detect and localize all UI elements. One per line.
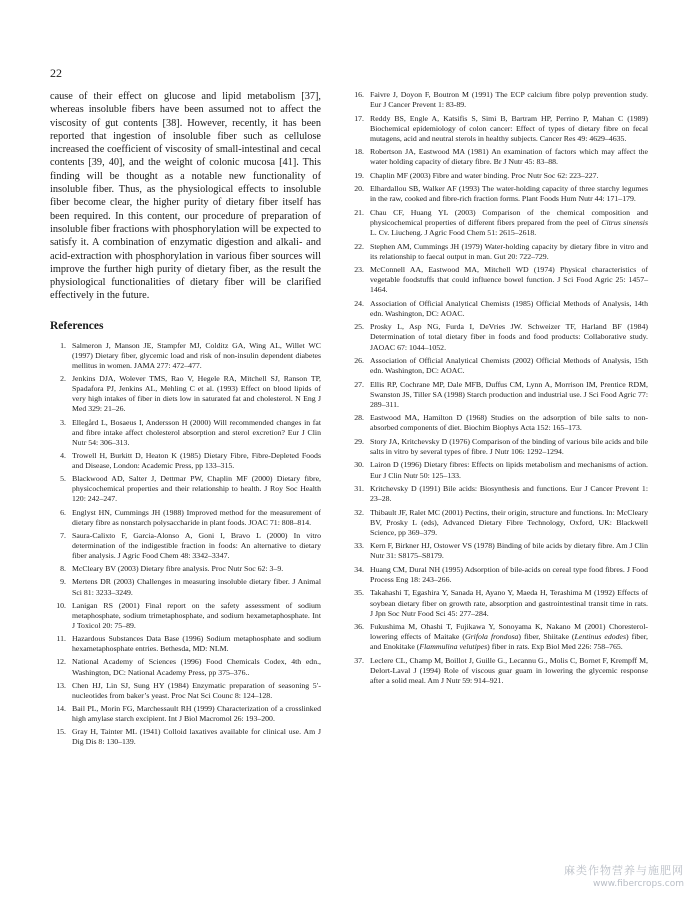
reference-number: 28. (354, 413, 364, 423)
reference-item (348, 588, 648, 618)
reference-item (348, 622, 648, 652)
reference-number: 10. (56, 600, 66, 610)
reference-number: 21. (354, 207, 364, 217)
reference-text: Jenkins DJA, Wolever TMS, Rao V, Hegele RA, Mitchell SJ, Ranson TP, Spadafora PJ, Jenkins AL, Mehling C et al. (1993) Effect on blood lipids of very high intakes of fiber in diets low in saturated fat and cholesterol. N Eng J Med 329: 21–26. (72, 374, 321, 414)
reference-text: McCleary BV (2003) Dietary fibre analysis. Proc Nutr Soc 62: 3–9. (72, 564, 284, 574)
reference-number: 17. (354, 113, 364, 123)
reference-number: 12. (56, 657, 66, 667)
reference-item (348, 508, 648, 538)
reference-number: 9. (60, 577, 66, 587)
reference-item (348, 147, 648, 167)
reference-text: Englyst HN, Cummings JH (1988) Improved method for the measurement of dietary fibre as nonstarch polysaccharide in plant foods. JOAC 71: 808–814. (72, 507, 321, 527)
reference-text: National Academy of Sciences (1996) Food Chemicals Codex, 4th edn., Washington, DC: National Academy Press, pp 375–376.. (72, 657, 321, 677)
reference-number: 15. (56, 727, 66, 737)
reference-text: Association of Official Analytical Chemists (1985) Official Methods of Analysis, 14th edn. Washington, DC: AOAC. (370, 298, 648, 318)
reference-number: 29. (354, 436, 364, 446)
reference-text: Reddy BS, Engle A, Katsifis S, Simi B, Bartram HP, Perrino P, Mahan C (1989) Biochemical epidemiology of colon cancer: Effect of types of dietary fibre on fecal mutagens, acid and neutral sterols in healthy subjects. Cancer Res 49: 4629–4635. (370, 113, 648, 143)
reference-item (348, 437, 648, 457)
reference-number: 18. (354, 147, 364, 157)
reference-number: 14. (56, 703, 66, 713)
reference-item (348, 208, 648, 238)
reference-item (50, 657, 321, 677)
reference-number: 13. (56, 680, 66, 690)
reference-item (50, 374, 321, 414)
reference-item (50, 704, 321, 724)
reference-number: 5. (60, 474, 66, 484)
reference-number: 7. (60, 530, 66, 540)
watermark-url: www.fibercrops.com (593, 879, 684, 889)
reference-text: Faivre J, Doyon F, Boutron M (1991) The ECP calcium fibre polyp prevention study. Eur J Cancer Prevent 1: 83-89. (370, 90, 648, 110)
reference-number: 8. (60, 564, 66, 574)
reference-item (50, 341, 321, 371)
reference-number: 33. (354, 541, 364, 551)
reference-item (348, 265, 648, 295)
reference-item (348, 460, 648, 480)
reference-list-right (348, 90, 648, 686)
reference-number: 20. (354, 184, 364, 194)
reference-item (348, 541, 648, 561)
reference-number: 26. (354, 356, 364, 366)
reference-text: Story JA, Kritchevsky D (1976) Comparison of the binding of various bile acids and bile salts in vitro by several types of fibre. J Nutr 106: 1292–1294. (370, 436, 648, 456)
reference-item (50, 418, 321, 448)
watermark-title: 麻类作物营养与施肥网 (564, 864, 684, 877)
reference-text: Lanigan RS (2001) Final report on the safety assessment of sodium metaphosphate, sodium trimetaphosphate, and sodium hexametaphosphate. Int J Toxicol 20: 75–89. (72, 600, 321, 630)
reference-number: 11. (56, 634, 66, 644)
reference-item (348, 171, 648, 181)
reference-text: Chau CF, Huang YL (2003) Comparison of the chemical composition and physicochemical properties of different fibers prepared from the peel of Citrus sinensis L. Cv. Liucheng. J Agric Food Chem 51: 2615–2618. (370, 207, 648, 238)
reference-number: 2. (60, 374, 66, 384)
reference-number: 3. (60, 417, 66, 427)
reference-item (50, 564, 321, 574)
reference-number: 31. (354, 484, 364, 494)
reference-text: Saura-Calixto F, Garcia-Alonso A, Goni I, Bravo L (2000) In vitro determination of the indigestible fraction in foods: An alternative to dietary fiber analysis. J Agric Food Chem 48: 3342–3347. (72, 530, 321, 561)
reference-number: 35. (354, 588, 364, 598)
reference-number: 30. (354, 460, 364, 470)
reference-item (50, 634, 321, 654)
right-column (348, 90, 648, 689)
reference-item (50, 577, 321, 597)
reference-number: 36. (354, 622, 364, 632)
reference-number: 4. (60, 450, 66, 460)
reference-item (348, 299, 648, 319)
reference-text: Prosky L, Asp NG, Furda I, DeVries JW. Schweizer TF, Harland BF (1984) Determination of total dietary fiber in foods and food products: Collaborative study. JAOAC 67: 1044–1052. (370, 322, 648, 352)
reference-text: Hazardous Substances Data Base (1996) Sodium metaphosphate and sodium hexametaphosphate entries. Bethesda, MD: NLM. (72, 634, 321, 654)
reference-item (348, 184, 648, 204)
reference-item (348, 242, 648, 262)
page-number: 22 (50, 66, 62, 80)
reference-text: Salmeron J, Manson JE, Stampfer MJ, Colditz GA, Wing AL, Willet WC (1997) Dietary fiber, glycemic load and risk of non-insulin dependent diabetes mellitus in women. JAMA 277: 472–477. (72, 340, 321, 370)
reference-item (348, 656, 648, 686)
reference-item (348, 380, 648, 410)
reference-item (50, 681, 321, 701)
reference-number: 34. (354, 564, 364, 574)
reference-number: 19. (354, 170, 364, 180)
reference-text: Ellegård L, Bosaeus I, Andersson H (2000) Will recommended changes in fat and fibre intake affect cholesterol absorption and sterol excretion? Eur J Clin Nutr 54: 306–313. (72, 417, 321, 447)
reference-text: Eastwood MA, Hamilton D (1968) Studies on the adsorption of bile salts to non-absorbed components of diet. Biochim Biophys Acta 152: 165–173. (370, 413, 648, 433)
reference-text: Chen HJ, Lin SJ, Sung HY (1984) Enzymatic preparation of seasoning 5′-nucleotides from baker’s yeast. Proc Nat Sci Counc 8: 124–128. (72, 680, 321, 700)
reference-item (348, 114, 648, 144)
reference-text: Association of Official Analytical Chemists (2002) Official Methods of Analysis, 15th edn. Washington, DC: AOAC. (370, 356, 648, 376)
reference-number: 22. (354, 241, 364, 251)
reference-number: 27. (354, 379, 364, 389)
reference-text: Kritchevsky D (1991) Bile acids: Biosynthesis and functions. Eur J Cancer Prevent 1: 23–28. (370, 484, 648, 504)
reference-text: Fukushima M, Ohashi T, Fujikawa Y, Sonoyama K, Nakano M (2001) Choresterol-lowering effects of Maitake (Grifola frondosa) fiber, Shiitake (Lentinus edodes) fiber, and Enokitake (Flammulina velutipes) fiber in rats. Exp Biol Med 226: 758–765. (370, 622, 648, 652)
site-watermark (564, 862, 684, 889)
reference-item (348, 90, 648, 110)
left-column (50, 90, 321, 751)
reference-text: Thibault JF, Ralet MC (2001) Pectins, their origin, structure and functions. In: McCleary BV, Prosky L (eds), Advanced Dietary Fibre Technology, Oxford, UK: Blackwell Science, pp 369–379. (370, 507, 648, 537)
reference-item (50, 727, 321, 747)
reference-text: Chaplin MF (2003) Fibre and water binding. Proc Nutr Soc 62: 223–227. (370, 170, 599, 180)
reference-number: 16. (354, 90, 364, 99)
reference-item (348, 413, 648, 433)
reference-number: 37. (354, 655, 364, 665)
reference-item (50, 531, 321, 561)
reference-item (50, 601, 321, 631)
reference-item (50, 474, 321, 504)
reference-text: Bail PL, Morin FG, Marchessault RH (1999) Characterization of a crosslinked high amylase starch excipient. Int J Biol Macromol 26: 193–200. (72, 703, 321, 724)
reference-list-left (50, 341, 321, 748)
reference-item (348, 356, 648, 376)
reference-text: Gray H, Tainter ML (1941) Colloid laxatives available for clinical use. Am J Dig Dis 8: 130–139. (72, 727, 321, 747)
reference-number: 24. (354, 298, 364, 308)
reference-text: Trowell H, Burkitt D, Heaton K (1985) Dietary Fibre, Fibre-Depleted Foods and Disease, London: Academic Press, pp 133–315. (72, 450, 321, 471)
reference-text: Blackwood AD, Salter J, Dettmar PW, Chaplin MF (2000) Dietary fibre, physicochemical properties and their relationship to health. J Roy Soc Health 120: 242–247. (72, 474, 321, 504)
reference-number: 32. (354, 507, 364, 517)
reference-item (50, 508, 321, 528)
reference-text: McConnell AA, Eastwood MA, Mitchell WD (1974) Physical characteristics of vegetable foodstuffs that could influence bowel function. J Sci Food Agric 25: 1457–1464. (370, 265, 648, 295)
reference-text: Ellis RP, Cochrane MP, Dale MFB, Duffus CM, Lynn A, Morrison IM, Prentice RDM, Swanston JS, Tiller SA (1998) Starch production and industrial use. J Sci Food Agric 77: 289–311. (370, 379, 648, 409)
reference-item (348, 484, 648, 504)
reference-item (348, 322, 648, 352)
reference-text: Robertson JA, Eastwood MA (1981) An examination of factors which may affect the water holding capacity of dietary fibre. Br J Nutr 45: 83–88. (370, 147, 648, 167)
reference-text: Leclere CL, Champ M, Boillot J, Guille G., Lecannu G., Molis C, Bornet F, Krempff M, Delort-Laval J (1994) Role of viscous guar guam in lowering the glycemic response after a solid meal. Am J Nutr 59: 914–921. (370, 655, 648, 685)
references-heading: References (50, 319, 104, 332)
reference-number: 6. (60, 507, 66, 517)
reference-number: 25. (354, 322, 364, 332)
reference-number: 1. (60, 340, 66, 350)
reference-text: Elhardallou SB, Walker AF (1993) The water-holding capacity of three starchy legumes in the raw, cooked and fibre-rich fraction forms. Plant Foods Hum Nutr 44: 171–179. (370, 184, 648, 204)
reference-text: Kern F, Birkner HJ, Ostower VS (1978) Binding of bile acids by dietary fibre. Am J Clin Nutr 31: S8175–S8179. (370, 541, 648, 561)
reference-number: 23. (354, 265, 364, 275)
reference-text: Lairon D (1996) Dietary fibres: Effects on lipids metabolism and mechanisms of action. Eur J Clin Nutr 50: 125–133. (370, 460, 648, 480)
reference-text: Stephen AM, Cummings JH (1979) Water-holding capacity by dietary fibre in vitro and its relationship to faecal output in man. Gut 20: 722–729. (370, 241, 648, 261)
reference-text: Takahashi T, Egashira Y, Sanada H, Ayano Y, Maeda H, Terashima M (1992) Effects of soybean dietary fiber on growth rate, absorption and gastrointestinal transit time in rats. J Jpn Soc Nutr Food Sci 45: 277–284. (370, 588, 648, 618)
reference-text: Huang CM, Dural NH (1995) Adsorption of bile-acids on cereal type food fibres. J Food Process Eng 18: 243–266. (370, 564, 648, 584)
body-paragraph: cause of their effect on glucose and lipid metabolism [37], whereas insoluble fibers have been assumed not to affect the viscosity of gut contents [38]. However, recently, it has been reported that ingestion of insoluble fiber such as cellulose increased the coefficient of viscosity of small-intestinal and cecal contents [39, 40], and the weight of colonic mucosa [41]. This finding will be thought as a notable new functionality of insoluble fiber. Thus, as the physiological effects to insoluble fiber become clear, the higher purity of dietary fiber itself has been required. In this content, our procedure of preparation of insoluble fiber fractions with phosphorylation will be expected to satisfy it. A combination of enzymatic digestion and alkali- and acid-extraction with phosphorylation in various fiber sources will improve the further high purity of dietary fiber, as the result the physiological functionalities of dietary fiber will be clarified effectively in the future. (50, 91, 321, 302)
reference-item (348, 565, 648, 585)
reference-item (50, 451, 321, 471)
reference-text: Mertens DR (2003) Challenges in measuring insoluble dietary fiber. J Animal Sci 81: 3233–3249. (72, 577, 321, 597)
